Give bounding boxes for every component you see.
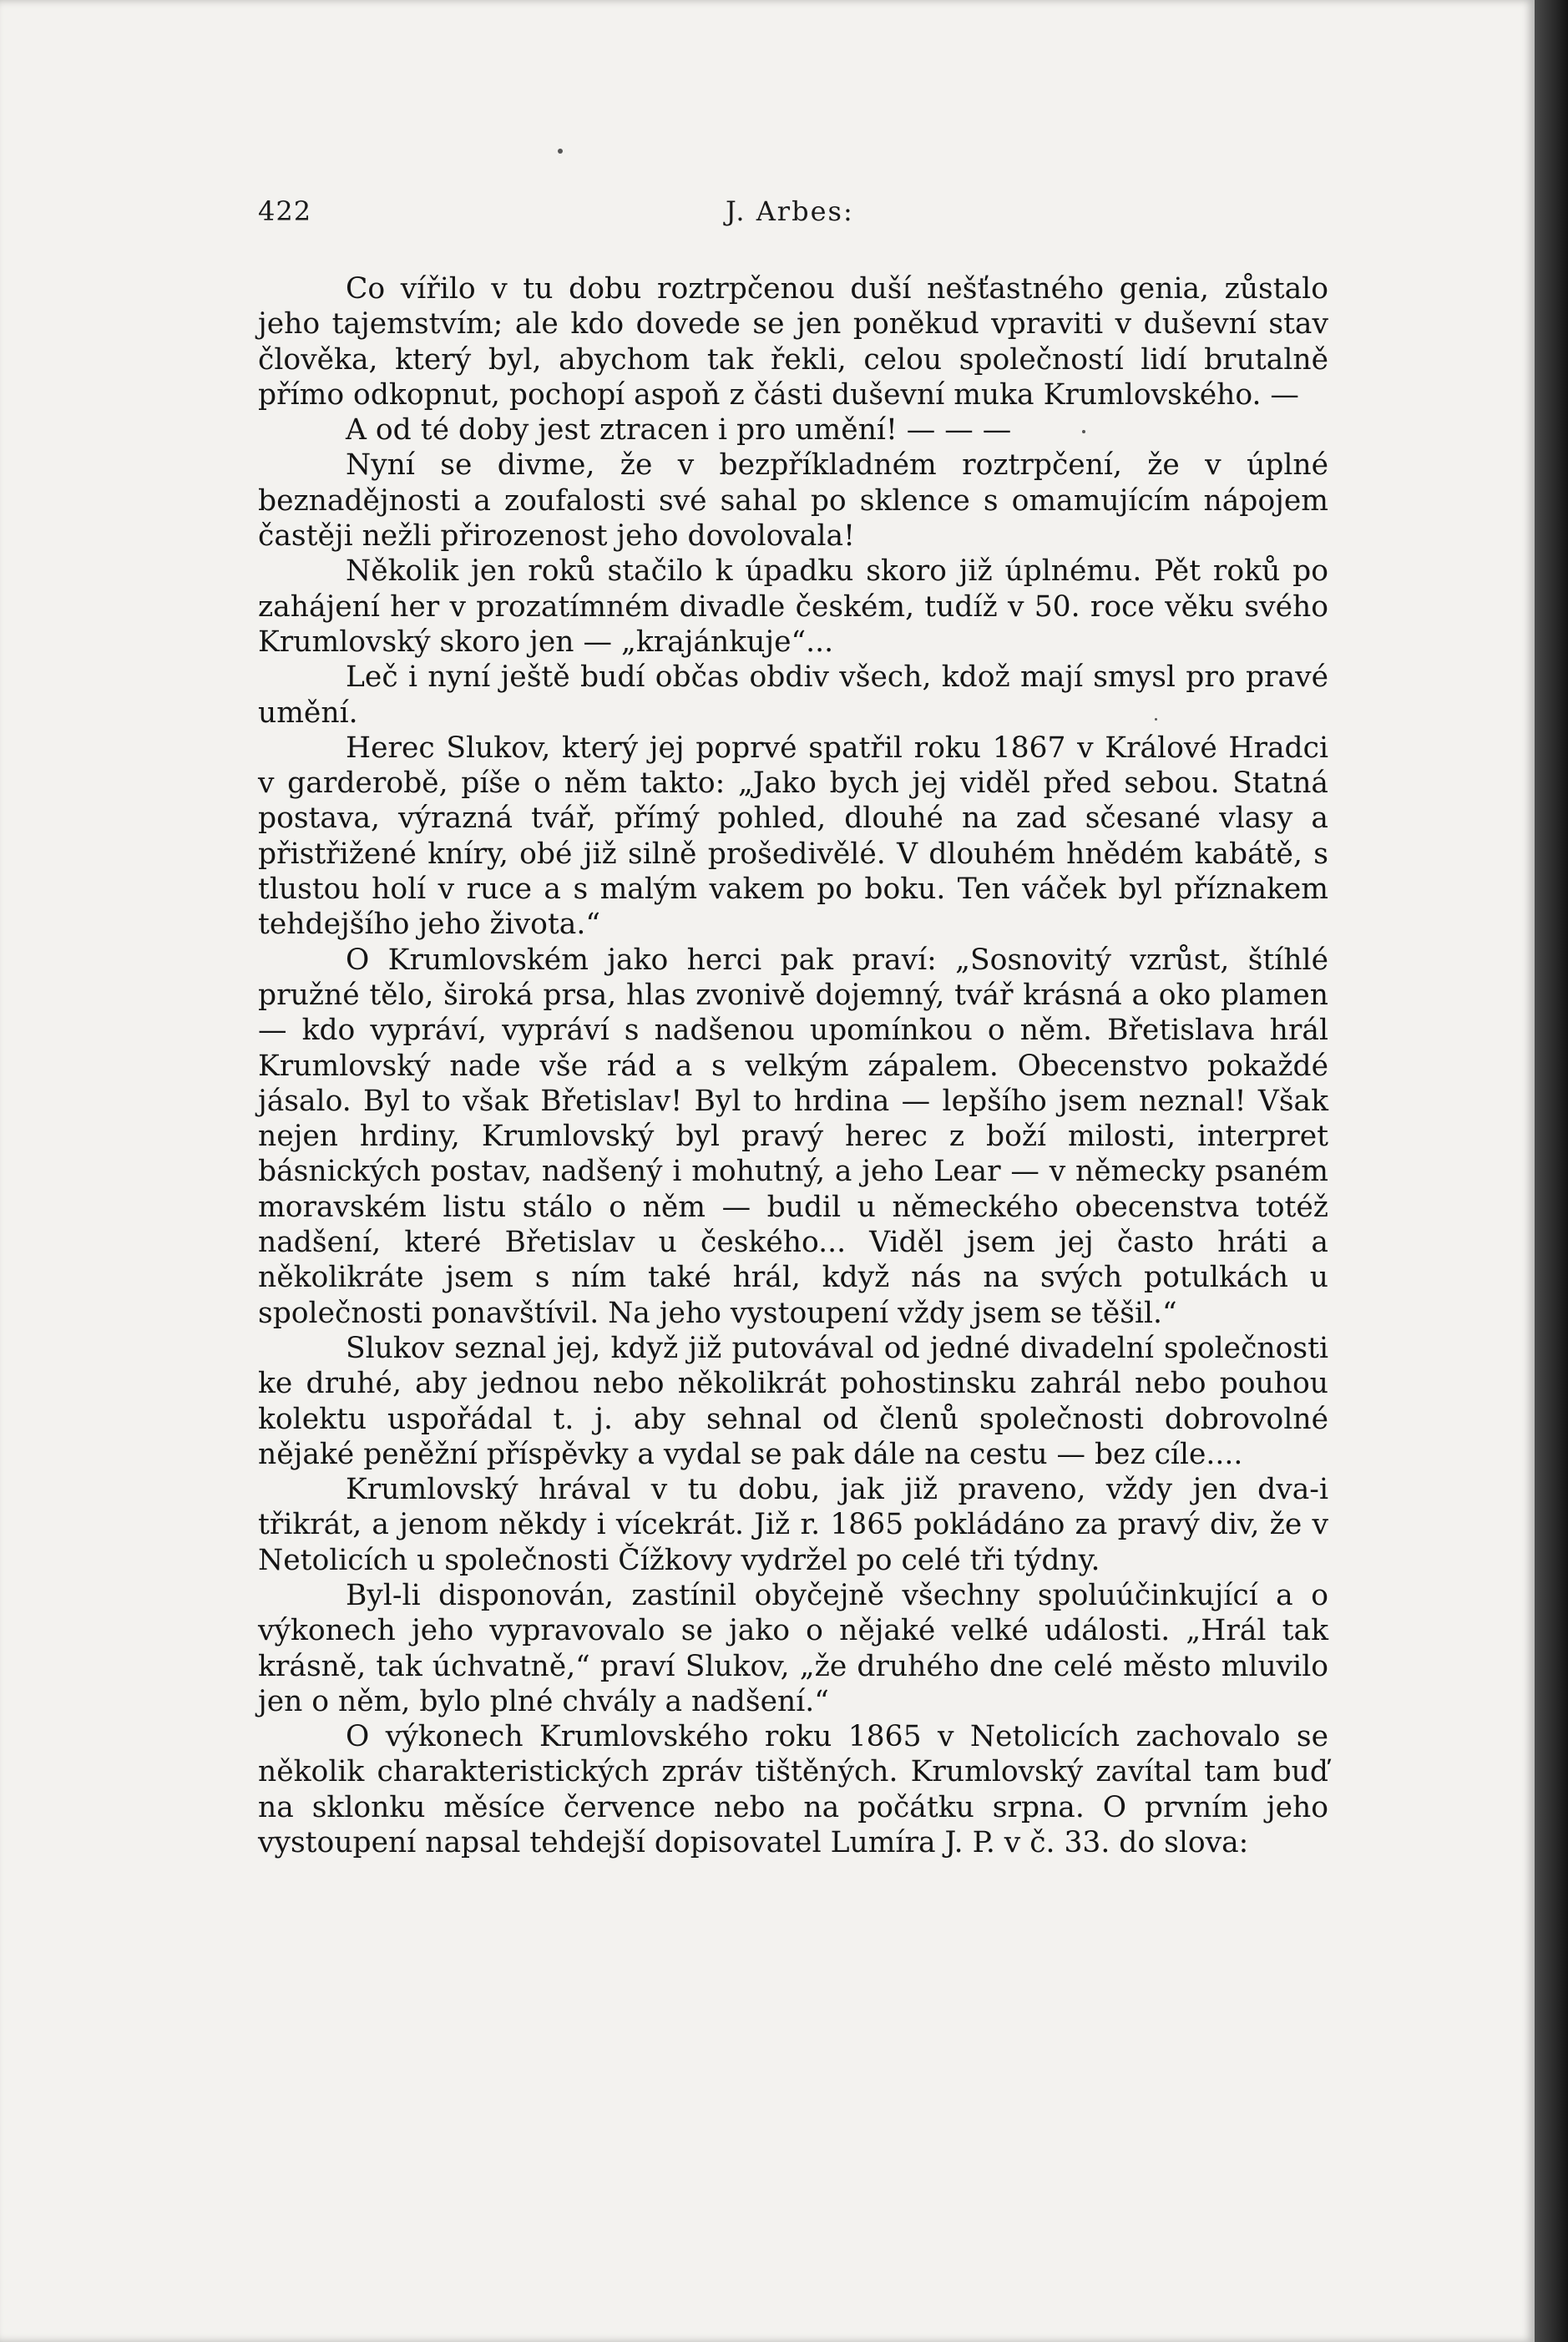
- running-head: J. Arbes:: [726, 195, 854, 227]
- paragraph: Leč i nyní ještě budí občas obdiv všech, kdož mají smysl pro pravé umění.: [258, 660, 1328, 730]
- paragraph: A od té doby jest ztracen i pro umění! — — —: [346, 413, 1012, 448]
- paragraph: Nyní se divme, že v bezpříkladném roztrpčení, že v úplné beznadějnosti a zoufalosti své sahal po sklence s omamujícím nápojem častěji nežli přirozenost jeho dovolovala!: [258, 448, 1328, 554]
- paragraph: Několik jen roků stačilo k úpadku skoro již úplnému. Pět roků po zahájení her v prozatímném divadle českém, tudíž v 50. roce věku svého Krumlovský skoro jen — „krajánkuje“...: [258, 554, 1328, 659]
- page-header: [258, 195, 1335, 237]
- body-text: [258, 271, 1328, 1860]
- paper-speck: [558, 149, 563, 154]
- paragraph: Co vířilo v tu dobu roztrpčenou duší nešťastného genia, zůstalo jeho tajemstvím; ale kdo dovede se jen poněkud vpraviti v duševní stav člověka, který byl, abychom tak řekli, celou společností lidí brutalně přímo odkopnut, pochopí aspoň z části duševní muka Krumlovského. —: [258, 272, 1328, 412]
- paragraph: O Krumlovském jako herci pak praví: „Sosnovitý vzrůst, štíhlé pružné tělo, široká prsa, hlas zvonivě dojemný, tvář krásná a oko plamen — kdo vypráví, vypráví s nadšenou upomínkou o něm. Břetislava hrál Krumlovský nade vše rád a s velkým zápalem. Obecenstvo pokaždé jásalo. Byl to však Břetislav! Byl to hrdina — lepšího jsem neznal! Však nejen hrdiny, Krumlovský byl pravý herec z boží milosti, interpret básnických postav, nadšený i mohutný, a jeho Lear — v německy psaném moravském listu stálo o něm — budil u německého obecenstva totéž nadšení, které Břetislav u českého... Viděl jsem jej často hráti a několikráte jsem s ním také hrál, když nás na svých potulkách u společnosti ponavštívil. Na jeho vystoupení vždy jsem se těšil.“: [258, 943, 1328, 1330]
- paragraph: Slukov seznal jej, když již putovával od jedné divadelní společnosti ke druhé, aby jednou nebo několikrát pohostinsku zahrál nebo pouhou kolektu uspořádal t. j. aby sehnal od členů společnosti dobrovolné nějaké peněžní příspěvky a vydal se pak dále na cestu — bez cíle....: [258, 1331, 1328, 1471]
- paragraph: Herec Slukov, který jej poprvé spatřil roku 1867 v Králové Hradci v garderobě, píše o něm takto: „Jako bych jej viděl před sebou. Statná postava, výrazná tvář, přímý pohled, dlouhé na zad sčesané vlasy a přistřižené kníry, obé již silně prošedivělé. V dlouhém hnědém kabátě, s tlustou holí v ruce a s malým vakem po boku. Ten váček byl příznakem tehdejšího jeho života.“: [258, 731, 1328, 942]
- paragraph: Byl-li disponován, zastínil obyčejně všechny spoluúčinkující a o výkonech jeho vypravovalo se jako o nějaké velké události. „Hrál tak krásně, tak úchvatně,“ praví Slukov, „že druhého dne celé město mluvilo jen o něm, bylo plné chvály a nadšení.“: [258, 1578, 1328, 1718]
- scan-edge: [1535, 0, 1568, 2342]
- paragraph: O výkonech Krumlovského roku 1865 v Netolicích zachovalo se několik charakteristických zpráv tištěných. Krumlovský zavítal tam buď na sklonku měsíce července nebo na počátku srpna. O prvním jeho vystoupení napsal tehdejší dopisovatel Lumíra J. P. v č. 33. do slova:: [258, 1720, 1328, 1860]
- paragraph: Krumlovský hrával v tu dobu, jak již praveno, vždy jen dva-i třikrát, a jenom někdy i vícekrát. Již r. 1865 pokládáno za pravý div, že v Netolicích u společnosti Čížkovy vydržel po celé tři týdny.: [258, 1473, 1328, 1577]
- page-number: 422: [258, 195, 312, 227]
